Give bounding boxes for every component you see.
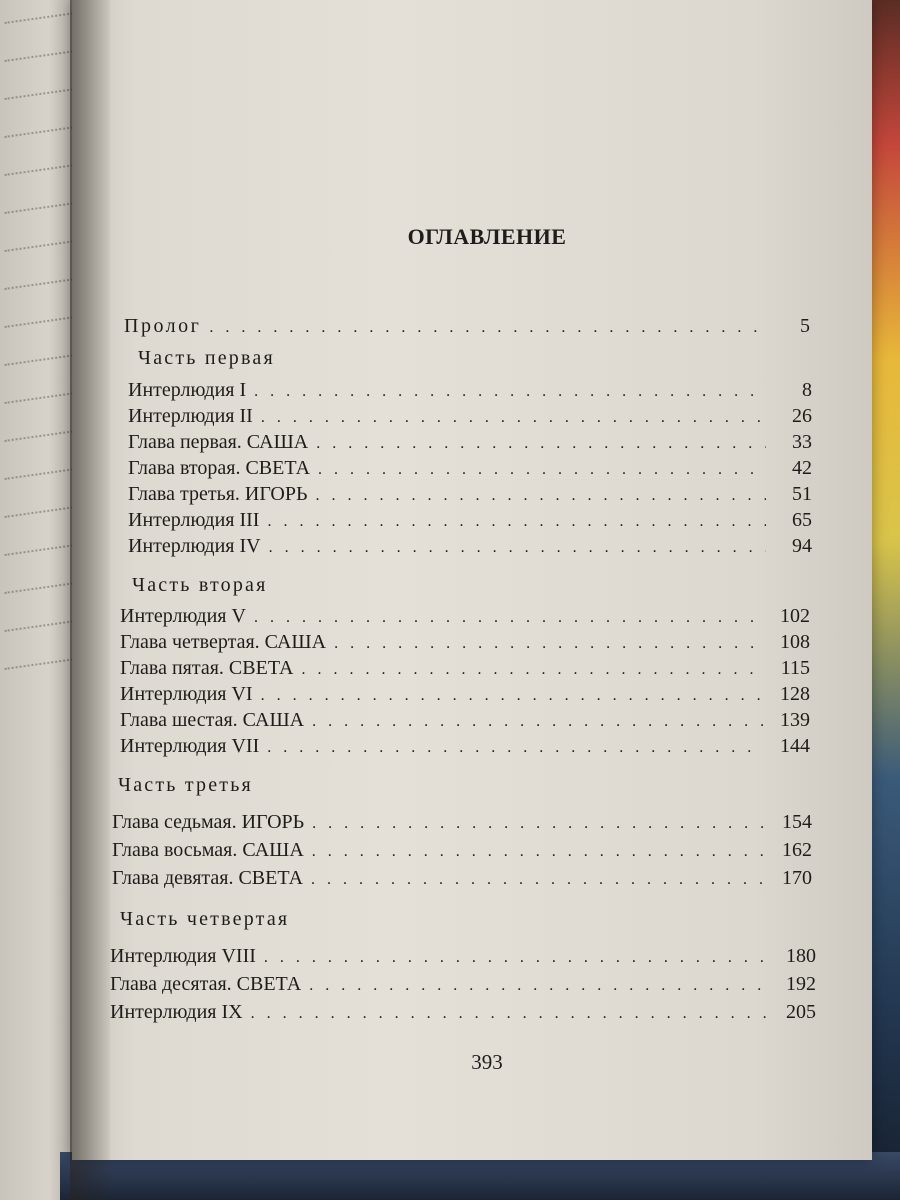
part-heading: Часть первая: [138, 347, 275, 369]
page-number: 393: [471, 1050, 503, 1074]
toc-entry: [128, 506, 812, 534]
toc-entry: [128, 532, 812, 560]
toc-entry-page: 5: [800, 315, 810, 337]
toc-entry-label: Интерлюдия VI: [120, 683, 253, 705]
toc-entry: [120, 732, 810, 760]
book-gutter-shadow: [70, 0, 110, 1200]
toc-entry: [120, 706, 810, 734]
toc-entry-label: Интерлюдия V: [120, 605, 246, 627]
toc-entry-page: 108: [780, 631, 810, 653]
toc-entry-label: Интерлюдия VII: [120, 735, 260, 757]
toc-entry-label: Интерлюдия VIII: [110, 945, 256, 967]
toc-entry-page: 65: [792, 509, 812, 531]
toc-entry-label: Интерлюдия III: [128, 509, 260, 531]
toc-entry-prologue: [124, 312, 810, 340]
toc-entry: [110, 998, 816, 1026]
toc-entry-label: Глава третья. ИГОРЬ: [128, 483, 308, 505]
toc-entry-page: 94: [792, 535, 812, 557]
table-of-contents: [72, 0, 872, 1160]
toc-entry: [120, 602, 810, 630]
toc-entry: [112, 808, 812, 836]
toc-entry-page: 102: [780, 605, 810, 627]
toc-entry: [128, 402, 812, 430]
toc-entry: [110, 942, 816, 970]
toc-entry-label: Глава шестая. САША: [120, 709, 305, 731]
part-heading: Часть четвертая: [120, 908, 290, 930]
part-heading: Часть вторая: [132, 574, 268, 596]
toc-entry-label: Глава восьмая. САША: [112, 839, 304, 861]
toc-entry-page: 26: [792, 405, 812, 427]
leader-dots: [311, 866, 766, 894]
toc-entry-page: 42: [792, 457, 812, 479]
leader-dots: [312, 838, 766, 866]
toc-entry-page: 51: [792, 483, 812, 505]
leader-dots: [267, 734, 764, 762]
toc-entry: [128, 454, 812, 482]
toc-entry-label: Интерлюдия IX: [110, 1001, 243, 1023]
toc-entry-page: 162: [782, 839, 812, 861]
toc-entry-page: 144: [780, 735, 810, 757]
toc-entry-page: 139: [780, 709, 810, 731]
toc-entry-label: Глава первая. САША: [128, 431, 309, 453]
toc-entry-page: 8: [802, 379, 812, 401]
book-page: [72, 0, 872, 1160]
toc-entry-label: Глава седьмая. ИГОРЬ: [112, 811, 305, 833]
toc-entry-page: 205: [786, 1001, 816, 1023]
toc-entry-page: 128: [780, 683, 810, 705]
toc-entry: [120, 680, 810, 708]
toc-entry-label: Глава пятая. СВЕТА: [120, 657, 294, 679]
toc-entry: [128, 428, 812, 456]
leader-dots: [264, 944, 770, 972]
toc-entry-label: Глава десятая. СВЕТА: [110, 973, 302, 995]
toc-entry: [128, 376, 812, 404]
part-heading: Часть третья: [118, 774, 253, 796]
toc-entry: [110, 970, 816, 998]
toc-entry-label: Интерлюдия I: [128, 379, 247, 401]
toc-entry: [120, 654, 810, 682]
toc-entry: [128, 480, 812, 508]
toc-entry: [112, 836, 812, 864]
toc-entry-label: Пролог: [124, 315, 202, 337]
leader-dots: [312, 810, 766, 838]
toc-entry-label: Глава вторая. СВЕТА: [128, 457, 311, 479]
leader-dots: [309, 972, 770, 1000]
toc-entry-label: Интерлюдия II: [128, 405, 253, 427]
toc-entry-label: Глава четвертая. САША: [120, 631, 327, 653]
toc-entry-page: 33: [792, 431, 812, 453]
toc-entry-page: 180: [786, 945, 816, 967]
leader-dots: [269, 534, 766, 562]
toc-title: ОГЛАВЛЕНИЕ: [407, 224, 567, 249]
toc-entry-label: Интерлюдия IV: [128, 535, 261, 557]
toc-entry-label: Глава девятая. СВЕТА: [112, 867, 304, 889]
toc-entry: [120, 628, 810, 656]
toc-entry: [112, 864, 812, 892]
toc-entry-page: 115: [780, 657, 810, 679]
toc-entry-page: 154: [782, 811, 812, 833]
toc-entry-page: 192: [786, 973, 816, 995]
leader-dots: [251, 1000, 770, 1028]
toc-entry-page: 170: [782, 867, 812, 889]
leader-dots: [209, 314, 764, 342]
